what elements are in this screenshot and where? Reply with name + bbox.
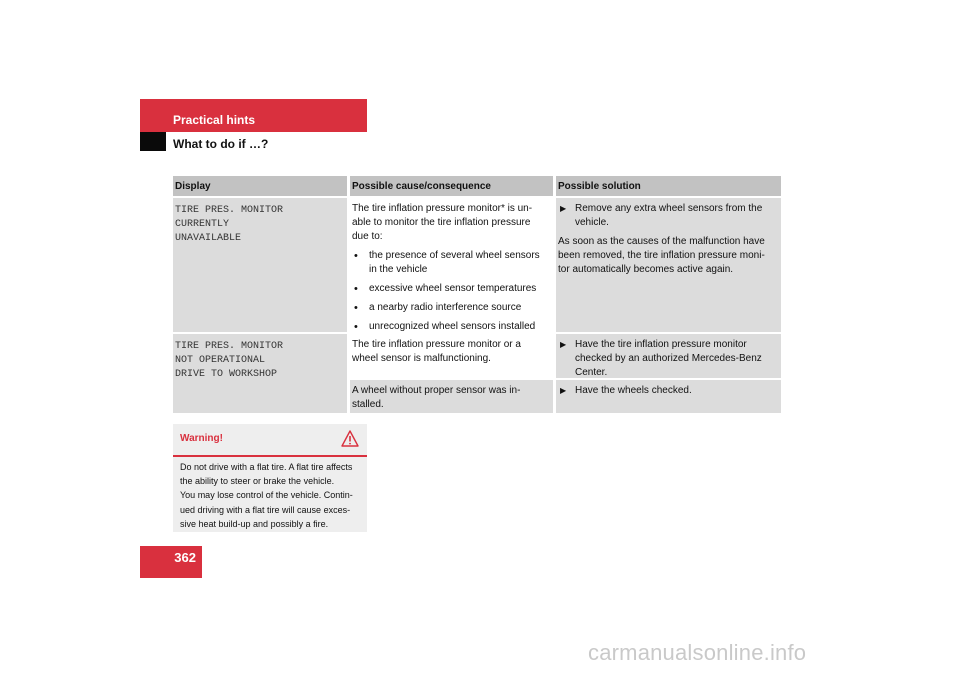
column-header-display: Display: [173, 176, 347, 196]
list-item: • a nearby radio interference source: [354, 302, 522, 314]
arrow-right-icon: ▶: [560, 204, 567, 213]
page-number: 362: [174, 550, 196, 565]
section-title: Practical hints: [173, 113, 256, 127]
table-row: [173, 198, 781, 332]
display-message: TIRE PRES. MONITOR NOT OPERATIONAL DRIVE TO WORKSHOP: [173, 334, 347, 413]
arrow-right-icon: ▶: [560, 386, 567, 395]
page-number-badge: [140, 546, 202, 578]
action-step: ▶ Remove any extra wheel sensors from the vehicle.: [560, 203, 763, 228]
display-message: TIRE PRES. MONITOR CURRENTLY UNAVAILABLE: [173, 198, 347, 332]
troubleshooting-table: [173, 176, 781, 413]
bullet-icon: •: [354, 283, 358, 295]
header-black-tab: [140, 132, 166, 151]
warning-box: [173, 424, 367, 532]
section-subtitle: What to do if …?: [173, 137, 269, 151]
column-header-solution: Possible solution: [556, 176, 781, 196]
warning-divider: [173, 455, 367, 457]
action-step: ▶ Have the wheels checked.: [560, 385, 692, 396]
cause-intro: The tire inflation pressure monitor* is un- able to monitor the tire inflation pressure due to:: [352, 203, 533, 242]
bullet-icon: •: [354, 321, 358, 333]
action-step: ▶ Have the tire inflation pressure monitor checked by an authorized Mercedes-Benz Center.: [560, 339, 762, 378]
solution-cell: [556, 380, 781, 413]
cause-cell: [350, 198, 553, 332]
watermark: carmanualsonline.info: [588, 640, 807, 665]
arrow-right-icon: ▶: [560, 340, 567, 349]
warning-triangle-icon: [341, 429, 359, 449]
list-item: • the presence of several wheel sensors in the vehicle: [354, 250, 540, 275]
warning-text: Do not drive with a flat tire. A flat tire affects the ability to steer or brake the vehicle. You may lose control of the vehicle. Contin- ued driving with a flat tire will cause exces- sive heat build-up and possibly a fire.: [180, 462, 353, 529]
column-header-cause: Possible cause/consequence: [350, 176, 553, 196]
warning-title: Warning!: [180, 433, 223, 444]
solution-cell: [556, 334, 781, 378]
bullet-icon: •: [354, 302, 358, 314]
list-item: • excessive wheel sensor temperatures: [354, 283, 537, 295]
solution-cell: [556, 198, 781, 332]
cause-cell: The tire inflation pressure monitor or a wheel sensor is malfunctioning.: [352, 339, 521, 364]
cause-cell: A wheel without proper sensor was in- stalled.: [350, 380, 553, 413]
solution-note: As soon as the causes of the malfunction have been removed, the tire inflation pressure moni- tor automatically becomes active again.: [558, 236, 765, 275]
list-item: • unrecognized wheel sensors installed: [354, 321, 536, 333]
table-row: [173, 334, 781, 413]
bullet-icon: •: [354, 250, 358, 262]
table-header-row: [173, 176, 781, 196]
